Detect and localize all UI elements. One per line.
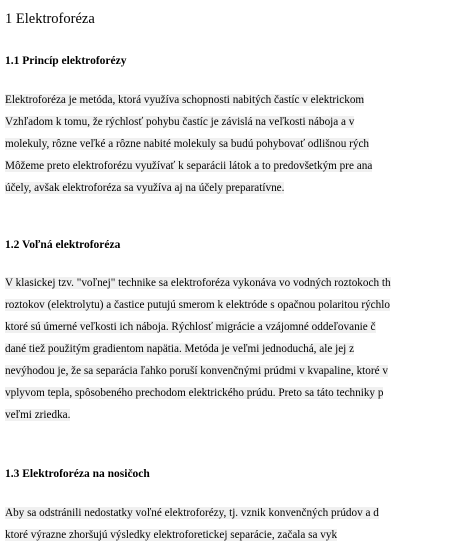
paragraph-line: vplyvom tepla, spôsobeného prechodom elektrického prúdu. Preto sa táto techniky p — [5, 387, 384, 399]
paragraph-line: Elektroforéza je metóda, ktorá využíva schopnosti nabitých častíc v elektrickom — [5, 94, 365, 106]
paragraph-line: V klasickej tzv. "voľnej" technike sa elektroforéza vykonáva vo vodných roztokoch th — [5, 277, 391, 289]
section-heading-1-2: 1.2 Voľná elektroforéza — [5, 239, 121, 251]
paragraph-line: ktoré sú úmerné veľkosti ich náboja. Rýchlosť migrácie a vzájomné oddeľovanie č — [5, 321, 376, 333]
paragraph-line: ktoré výrazne zhoršujú výsledky elektroforetickej separácie, začala sa vyk — [5, 529, 338, 541]
paragraph-line: roztokov (elektrolytu) a častice putujú smerom k elektróde s opačnou polaritou rýchlo — [5, 299, 390, 311]
section-heading-1-1: 1.1 Princíp elektroforézy — [5, 55, 127, 67]
paragraph-line: molekuly, rôzne veľké a rôzne nabité molekuly sa budú pohybovať odlišnou rých — [5, 138, 370, 150]
paragraph-line: dané tiež použitým gradientom napätia. Metóda je veľmi jednoduchá, ale jej z — [5, 343, 355, 355]
section-paragraph-1-1 — [5, 89, 454, 199]
paragraph-line: Vzhľadom k tomu, že rýchlosť pohybu častíc je závislá na veľkosti náboja a v — [5, 116, 355, 128]
paragraph-line: účely, avšak elektroforéza sa využíva aj na účely preparatívne. — [5, 182, 285, 194]
paragraph-line: nevýhodou je, že sa separácia ľahko poruší konvenčnými prúdmi v kvapaline, ktoré v — [5, 365, 388, 377]
paragraph-line: Aby sa odstránili nedostatky voľné elektroforézy, tj. vznik konvenčných prúdov a d — [5, 507, 379, 519]
section-paragraph-1-3 — [5, 502, 454, 542]
paragraph-line: Môžeme preto elektroforézu využívať k separácii látok a to predovšetkým pre ana — [5, 160, 373, 172]
paragraph-line: veľmi zriedka. — [5, 409, 71, 421]
chapter-heading: 1 Elektroforéza — [5, 11, 95, 27]
section-paragraph-1-2 — [5, 272, 454, 426]
section-heading-1-3: 1.3 Elektroforéza na nosičoch — [5, 468, 150, 480]
